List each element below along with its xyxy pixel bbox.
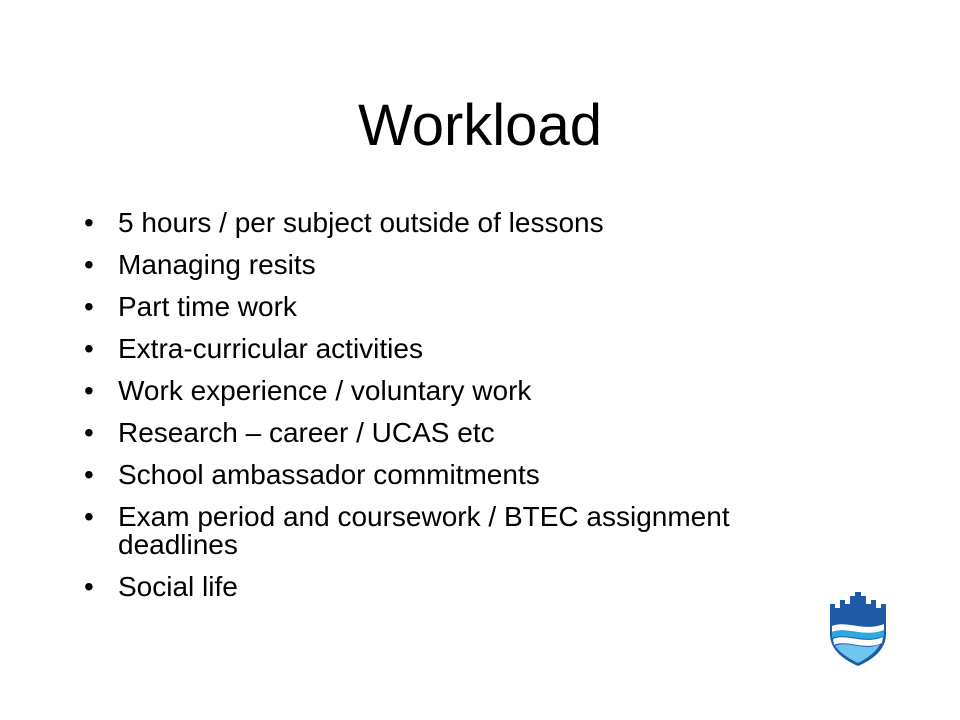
bullet-text: Work experience / voluntary work	[118, 375, 532, 406]
bullet-dot: •	[84, 417, 94, 448]
bullet-dot: •	[84, 571, 94, 602]
bullet-item-part-time-work	[84, 293, 844, 321]
bullet-item-research	[84, 419, 844, 447]
bullet-text: Social life	[118, 571, 238, 602]
bullet-text: Research – career / UCAS etc	[118, 417, 495, 448]
bullet-dot: •	[84, 291, 94, 322]
bullet-dot: •	[84, 333, 94, 364]
slide-title: Workload	[358, 93, 602, 158]
bullet-item-exam-period	[84, 503, 844, 559]
bullet-item-social-life	[84, 573, 844, 601]
bullet-item-hours	[84, 209, 844, 237]
bullet-text: Exam period and coursework / BTEC assignment deadlines	[118, 501, 730, 560]
bullet-dot: •	[84, 207, 94, 238]
bullet-dot: •	[84, 501, 94, 532]
bullet-dot: •	[84, 249, 94, 280]
bullet-text: 5 hours / per subject outside of lessons	[118, 207, 604, 238]
bullet-item-resits	[84, 251, 844, 279]
bullet-list	[84, 209, 844, 615]
bullet-dot: •	[84, 375, 94, 406]
bullet-text: Part time work	[118, 291, 297, 322]
castle-shield-logo-icon	[824, 590, 892, 668]
bullet-text: Extra-curricular activities	[118, 333, 423, 364]
bullet-text: Managing resits	[118, 249, 316, 280]
bullet-text: School ambassador commitments	[118, 459, 540, 490]
bullet-dot: •	[84, 459, 94, 490]
bullet-item-work-experience	[84, 377, 844, 405]
bullet-item-extra-curricular	[84, 335, 844, 363]
bullet-item-ambassador	[84, 461, 844, 489]
